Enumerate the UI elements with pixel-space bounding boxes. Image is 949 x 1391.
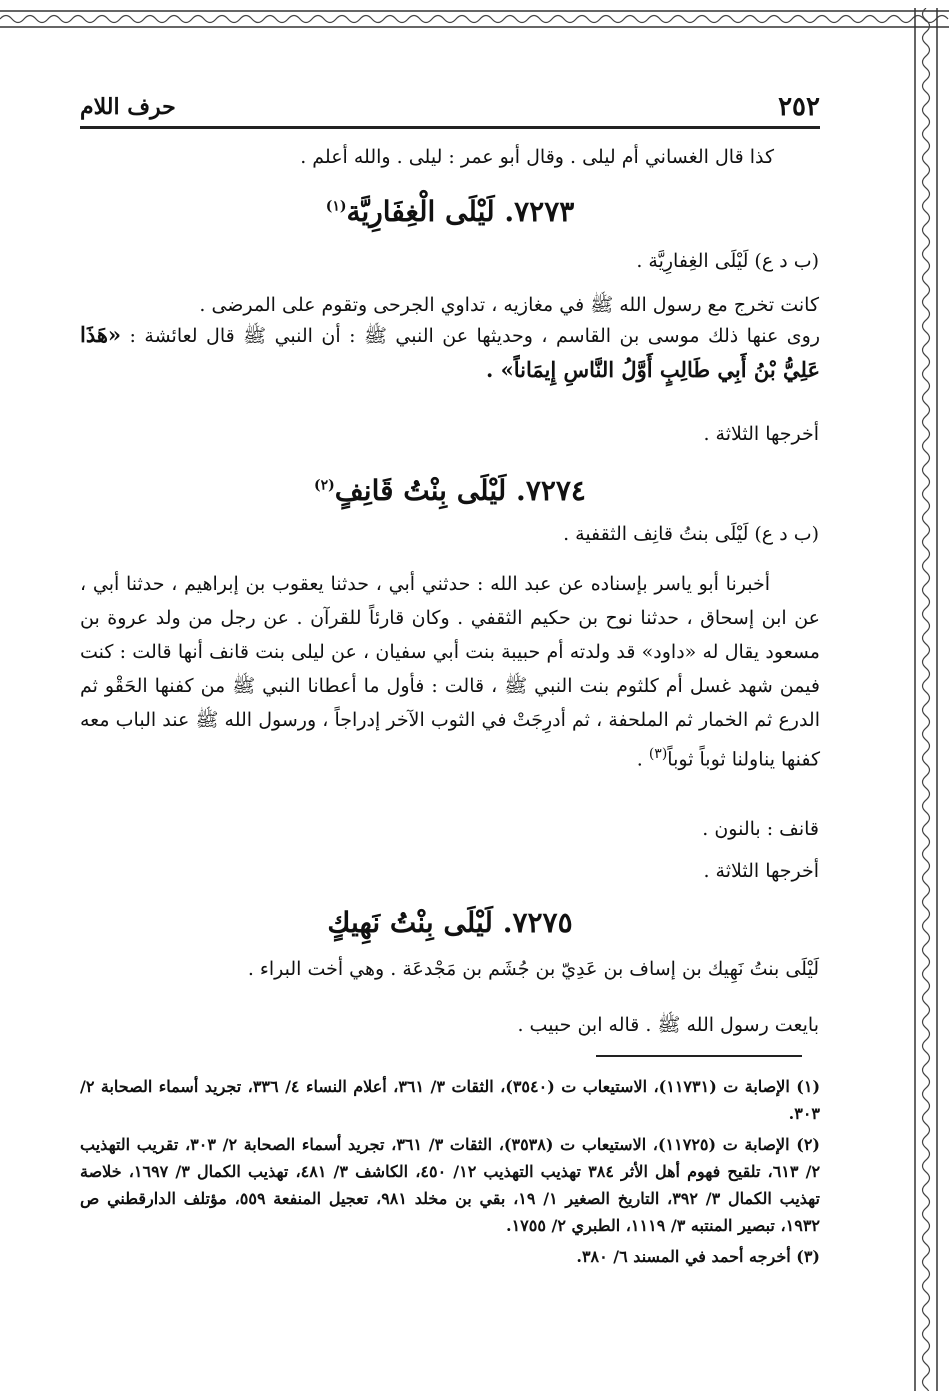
page-header [80,92,820,129]
footnotes [80,1073,820,1274]
entry-7273-narration: روى عنها ذلك موسى بن القاسم ، وحديثها عن النبي ﷺ : أن النبي ﷺ قال لعائشة : «هَذَا عَلِيُّ بْنُ أَبِي طَالِبٍ أَوَّلُ النَّاسِ إِيمَاناً» . [80,322,820,382]
entry-7273-intro: (ب د ع) لَيْلَى الغِفارِيَّة . [636,250,819,272]
ornamental-top-border [0,8,949,30]
ornamental-side-border [912,8,940,1391]
entry-7273-paragraph: كانت تخرج مع رسول الله ﷺ في مغازيه ، تداوي الجرحى وتقوم على المرضى . [199,294,819,316]
page-number: ٢٥٢ [778,92,820,122]
entry-7274-paragraph: أخبرنا أبو ياسر بإسناده عن عبد الله : حدثني أبي ، حدثنا يعقوب بن إبراهيم ، حدثنا أبي ، عن ابن إسحاق ، حدثنا نوح بن حكيم الثقفي . وكان قارئاً للقرآن . عن رجل من ولد عروة بن مسعود يقال له «داود» قد ولدته أم حبيبة بنت أبي سفيان ، عن ليلى بنت قانف أنها قالت : كنت فيمن شهد غسل أم كلثوم بنت النبي ﷺ ، قالت : فأول ما أعطانا النبي ﷺ من كفنها الحَقْو ثم الدرع ثم الخمار ثم الملحفة ، ثم أدرِجَتْ في الثوب الآخر إدراجاً ، ورسول الله ﷺ عند الباب معه كفنها يناولنا ثوباً ثوباً$^{(٣)}$ . [80,573,820,771]
entry-7274-intro: (ب د ع) لَيْلَى بنتُ قانِف الثقفية . [563,523,819,545]
footnote-3: (٣) أخرجه أحمد في المسند ٦/ ٣٨٠. [576,1247,820,1266]
entry-heading-7274: ٧٢٧٤. لَيْلَى بِنْتُ قَانِفٍ$^{(٢)}$ [314,474,586,507]
entry-heading-7273: ٧٢٧٣. لَيْلَى الْغِفَارِيَّة$^{(١)}$ [325,195,575,228]
entry-7275-note: بايعت رسول الله ﷺ . قاله ابن حبيب . [517,1014,819,1036]
footnote-ref-2: (٢) [314,477,335,494]
footnote-1: (١) الإصابة ت (١١٧٣١)، الاستيعاب ت (٣٥٤٠)، الثقات ٣/ ٣٦١، أعلام النساء ٤/ ٣٣٦، تجريد أسماء الصحابة ٢/ ٣٠٣. [80,1077,821,1123]
entry-7275-paragraph: لَيْلَى بنتُ نَهِيك بن إساف بن عَدِيّ بن جُشَم بن مَجْدعَة . وهي أخت البراء . [247,958,819,980]
entry-heading-7275: ٧٢٧٥. لَيْلَى بِنْتُ نَهِيكٍ [327,906,573,939]
hadith-quote: «هَذَا عَلِيُّ بْنُ أَبِي طَالِبٍ أَوَّلُ النَّاسِ إِيمَاناً» . [80,322,820,382]
footnote-ref-3: (٣) [648,746,668,762]
footnote-separator [596,1055,802,1057]
opening-line: كذا قال الغساني أم ليلى . وقال أبو عمر : ليلى . والله أعلم . [300,146,774,168]
footnote-2: (٢) الإصابة ت (١١٧٢٥)، الاستيعاب ت (٣٥٣٨)، الثقات ٣/ ٣٦١، تجريد أسماء الصحابة ٢/ ٣٠٣، تقريب التهذيب ٢/ ٦١٣، تلقيح فهوم أهل الأثر ٣٨٤ تهذيب التهذيب ١٢/ ٤٥٠، الكاشف ٣/ ٤٨١، تهذيب الكمال ٣/ ١٦٩٧، خلاصة تهذيب الكمال ٣/ ٣٩٢، التاريخ الصغير ١/ ١٩، بقي بن مخلد ٩٨١، تعجيل المنفعة ٥٥٩، مؤتلف الدارقطني ص ١٩٣٢، تبصير المنتبه ٣/ ١١١٩، الطبري ٢/ ١٧٥٥. [80,1135,821,1235]
entry-7273-source: أخرجها الثلاثة . [703,423,819,445]
entry-7274-source: أخرجها الثلاثة . [703,860,819,882]
footnote-ref-1: (١) [325,198,347,215]
entry-7274-note: قانف : بالنون . [702,818,819,840]
running-head: حرف اللام [80,94,176,120]
